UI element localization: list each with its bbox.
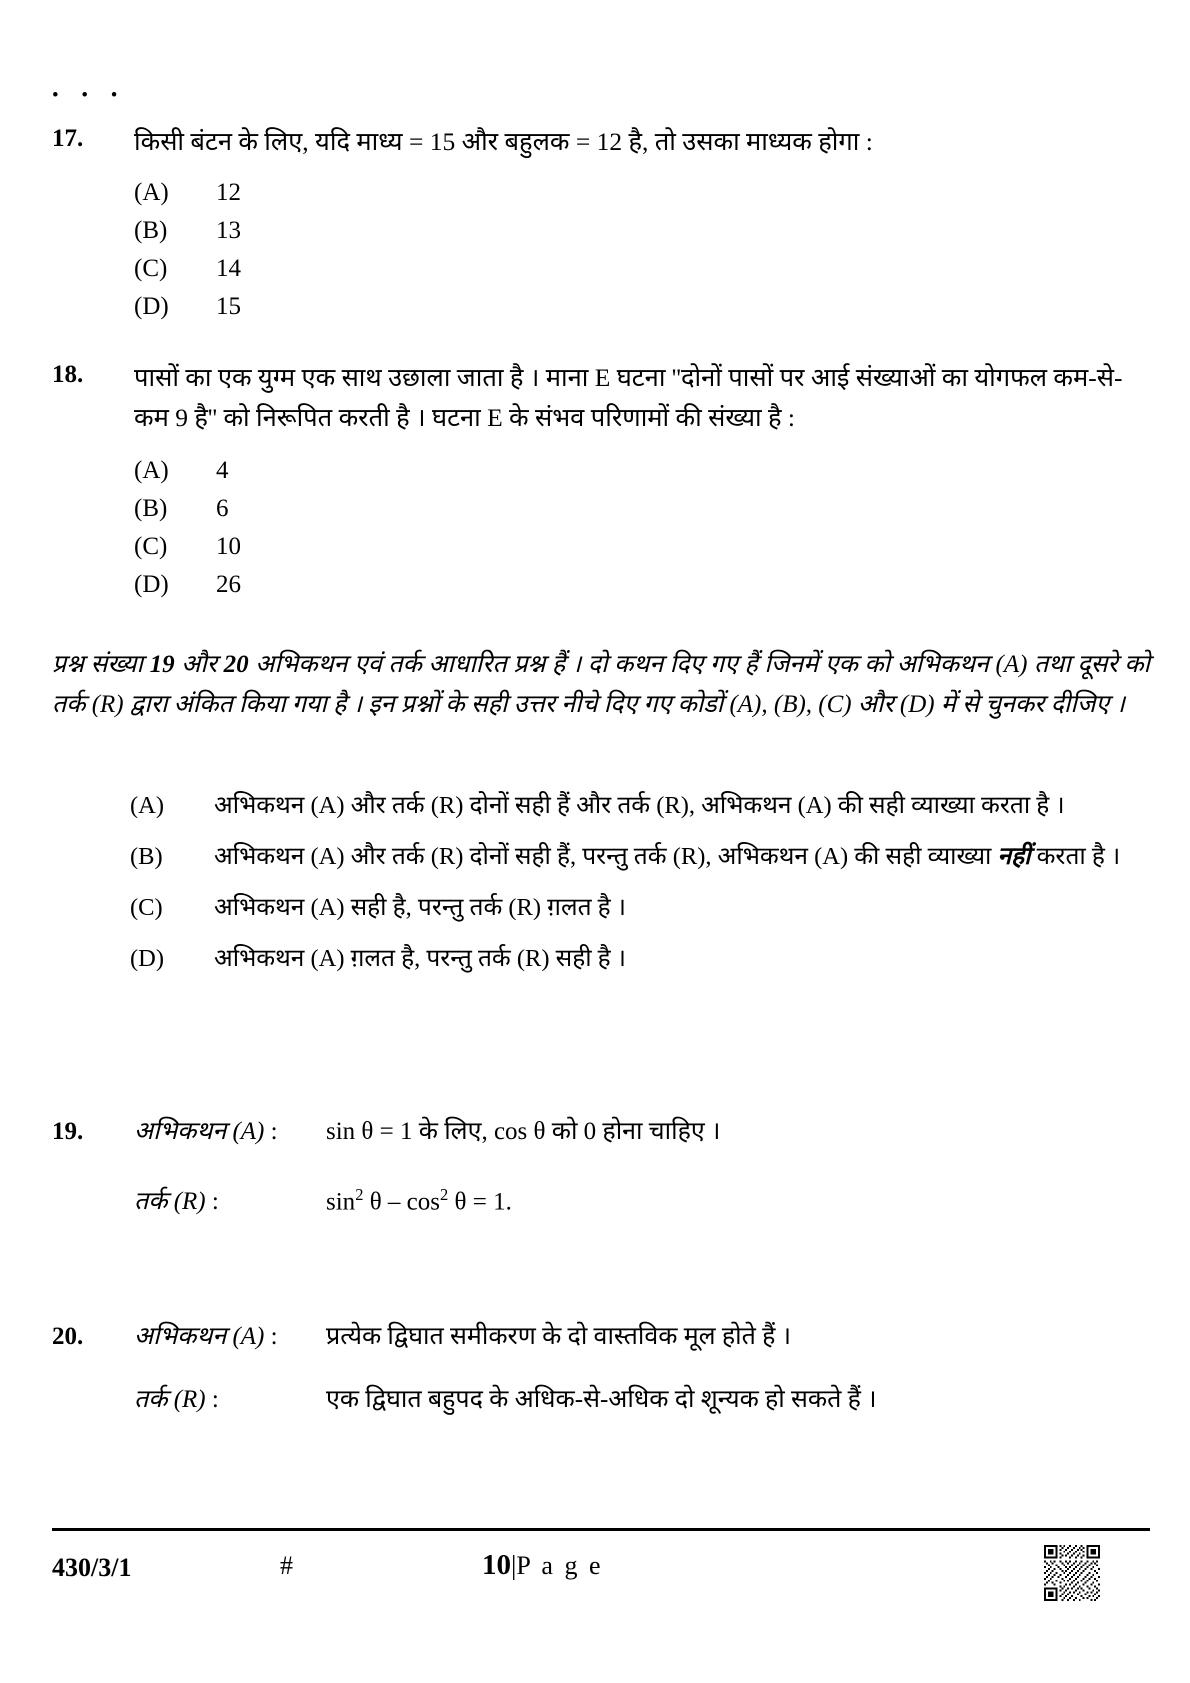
option-row[interactable]	[134, 250, 1134, 287]
option-key: (D)	[134, 293, 169, 320]
ar-option-text-before: अभिकथन (A) और तर्क (R) दोनों सही हैं, परन्तु तर्क (R), अभिकथन (A) की सही व्याख्या	[214, 843, 998, 870]
ar-option-text-before: अभिकथन (A) सही है, परन्तु तर्क (R) ग़लत है ।	[214, 894, 627, 921]
option-row[interactable]	[134, 212, 1134, 249]
ar-option-text-before: अभिकथन (A) और तर्क (R) दोनों सही हैं और तर्क (R), अभिकथन (A) की सही व्याख्या करता है ।	[214, 792, 1065, 819]
assertion-label-text: अभिकथन (A)	[134, 1118, 265, 1145]
continuation-dots: • • •	[52, 85, 127, 106]
ar-option-row[interactable]	[130, 938, 1145, 980]
option-row[interactable]	[134, 452, 1134, 489]
page-separator: |	[511, 1550, 517, 1580]
option-key: (A)	[134, 457, 169, 484]
footer-divider	[52, 1528, 1150, 1531]
question-18-options	[134, 452, 1134, 604]
page-content	[52, 0, 1150, 1683]
instruction-question-second: 20	[223, 651, 249, 678]
page-label: P a g e	[516, 1551, 603, 1580]
ar-option-text	[214, 938, 1145, 980]
question-20-number: 20.	[52, 1323, 84, 1350]
qr-code-icon	[1044, 1545, 1100, 1601]
question-18-text: पासों का एक युग्म एक साथ उछाला जाता है । माना E घटना ''दोनों पासों पर आई संख्याओं का योगफल कम-से-कम 9 है'' को निरूपित करती है । घटना E के संभव परिणामों की संख्या है :	[134, 363, 1123, 432]
question-17-number: 17.	[52, 125, 84, 152]
option-key: (C)	[134, 255, 168, 282]
instruction-suffix: अभिकथन एवं तर्क आधारित प्रश्न हैं । दो कथन दिए गए हैं जिनमें एक को अभिकथन (A) तथा दूसरे को तर्क (R) द्वारा अंकित किया गया है । इन प्रश्नों के सही उत्तर नीचे दिए गए कोडों (A), (B), (C) और (D) में से चुनकर दीजिए ।	[52, 651, 1151, 718]
ar-option-key: (A)	[130, 792, 165, 819]
page-indicator	[482, 1549, 603, 1582]
option-value: 26	[216, 571, 241, 598]
ar-option-text-before: अभिकथन (A) ग़लत है, परन्तु तर्क (R) सही है ।	[214, 945, 627, 972]
assertion-text: प्रत्येक द्विघात समीकरण के दो वास्तविक मूल होते हैं ।	[326, 1323, 792, 1350]
ar-option-row[interactable]	[130, 785, 1145, 827]
option-key: (B)	[134, 217, 168, 244]
option-row[interactable]	[134, 566, 1134, 603]
question-17-options	[134, 174, 1134, 326]
option-row[interactable]	[134, 490, 1134, 527]
reason-label-text: तर्क (R)	[134, 1386, 206, 1413]
ar-option-key: (D)	[130, 945, 165, 972]
assertion-reason-instruction	[52, 645, 1150, 725]
question-20-reason	[52, 1381, 1150, 1419]
assertion-label-text: अभिकथन (A)	[134, 1323, 265, 1350]
ar-option-row[interactable]	[130, 836, 1145, 878]
option-row[interactable]	[134, 528, 1134, 565]
option-row[interactable]	[134, 288, 1134, 325]
option-row[interactable]	[134, 174, 1134, 211]
assertion-label: अभिकथन (A) :	[134, 1118, 278, 1145]
question-17-text: किसी बंटन के लिए, यदि माध्य = 15 और बहुलक = 12 है, तो उसका माध्यक होगा :	[134, 127, 873, 156]
question-19-reason	[52, 1176, 1150, 1221]
ar-option-text	[214, 785, 1145, 827]
assertion-label: अभिकथन (A) :	[134, 1323, 278, 1350]
assertion-text: sin θ = 1 के लिए, cos θ को 0 होना चाहिए ।	[326, 1118, 721, 1145]
reason-text: $\sin^2 \theta - \cos^2 \theta = 1$.	[326, 1185, 512, 1216]
question-19-number: 19.	[52, 1118, 84, 1145]
ar-option-text-after: करता है ।	[1030, 843, 1121, 870]
option-value: 10	[216, 533, 241, 560]
assertion-reason-options	[130, 785, 1145, 989]
option-value: 15	[216, 293, 241, 320]
option-key: (A)	[134, 179, 169, 206]
ar-option-row[interactable]	[130, 887, 1145, 929]
question-19-assertion	[52, 1113, 1150, 1151]
instruction-question-first: 19	[149, 651, 175, 678]
option-value: 13	[216, 217, 241, 244]
ar-option-text	[214, 887, 1145, 929]
instruction-mid: और	[174, 651, 224, 678]
hash-mark: #	[280, 1551, 293, 1580]
page-number: 10	[482, 1549, 511, 1581]
option-value: 4	[216, 457, 229, 484]
option-value: 6	[216, 495, 229, 522]
ar-option-emphasis: नहीं	[997, 843, 1031, 870]
instruction-prefix: प्रश्न संख्या	[52, 651, 150, 678]
reason-label-text: तर्क (R)	[134, 1188, 206, 1216]
reason-text: एक द्विघात बहुपद के अधिक-से-अधिक दो शून्यक हो सकते हैं ।	[326, 1386, 877, 1413]
question-17	[52, 122, 1150, 162]
option-key: (B)	[134, 495, 168, 522]
question-20-assertion	[52, 1318, 1150, 1356]
ar-option-key: (C)	[130, 894, 163, 921]
question-18	[52, 358, 1150, 438]
option-value: 14	[216, 255, 241, 282]
option-value: 12	[216, 179, 241, 206]
ar-option-key: (B)	[130, 843, 163, 870]
reason-label: तर्क (R) :	[134, 1188, 219, 1216]
option-key: (D)	[134, 571, 169, 598]
ar-option-text	[214, 836, 1145, 878]
question-18-number: 18.	[52, 361, 84, 388]
paper-code: 430/3/1	[52, 1553, 132, 1582]
option-key: (C)	[134, 533, 168, 560]
page-footer	[52, 1545, 1150, 1625]
reason-label: तर्क (R) :	[134, 1386, 219, 1413]
